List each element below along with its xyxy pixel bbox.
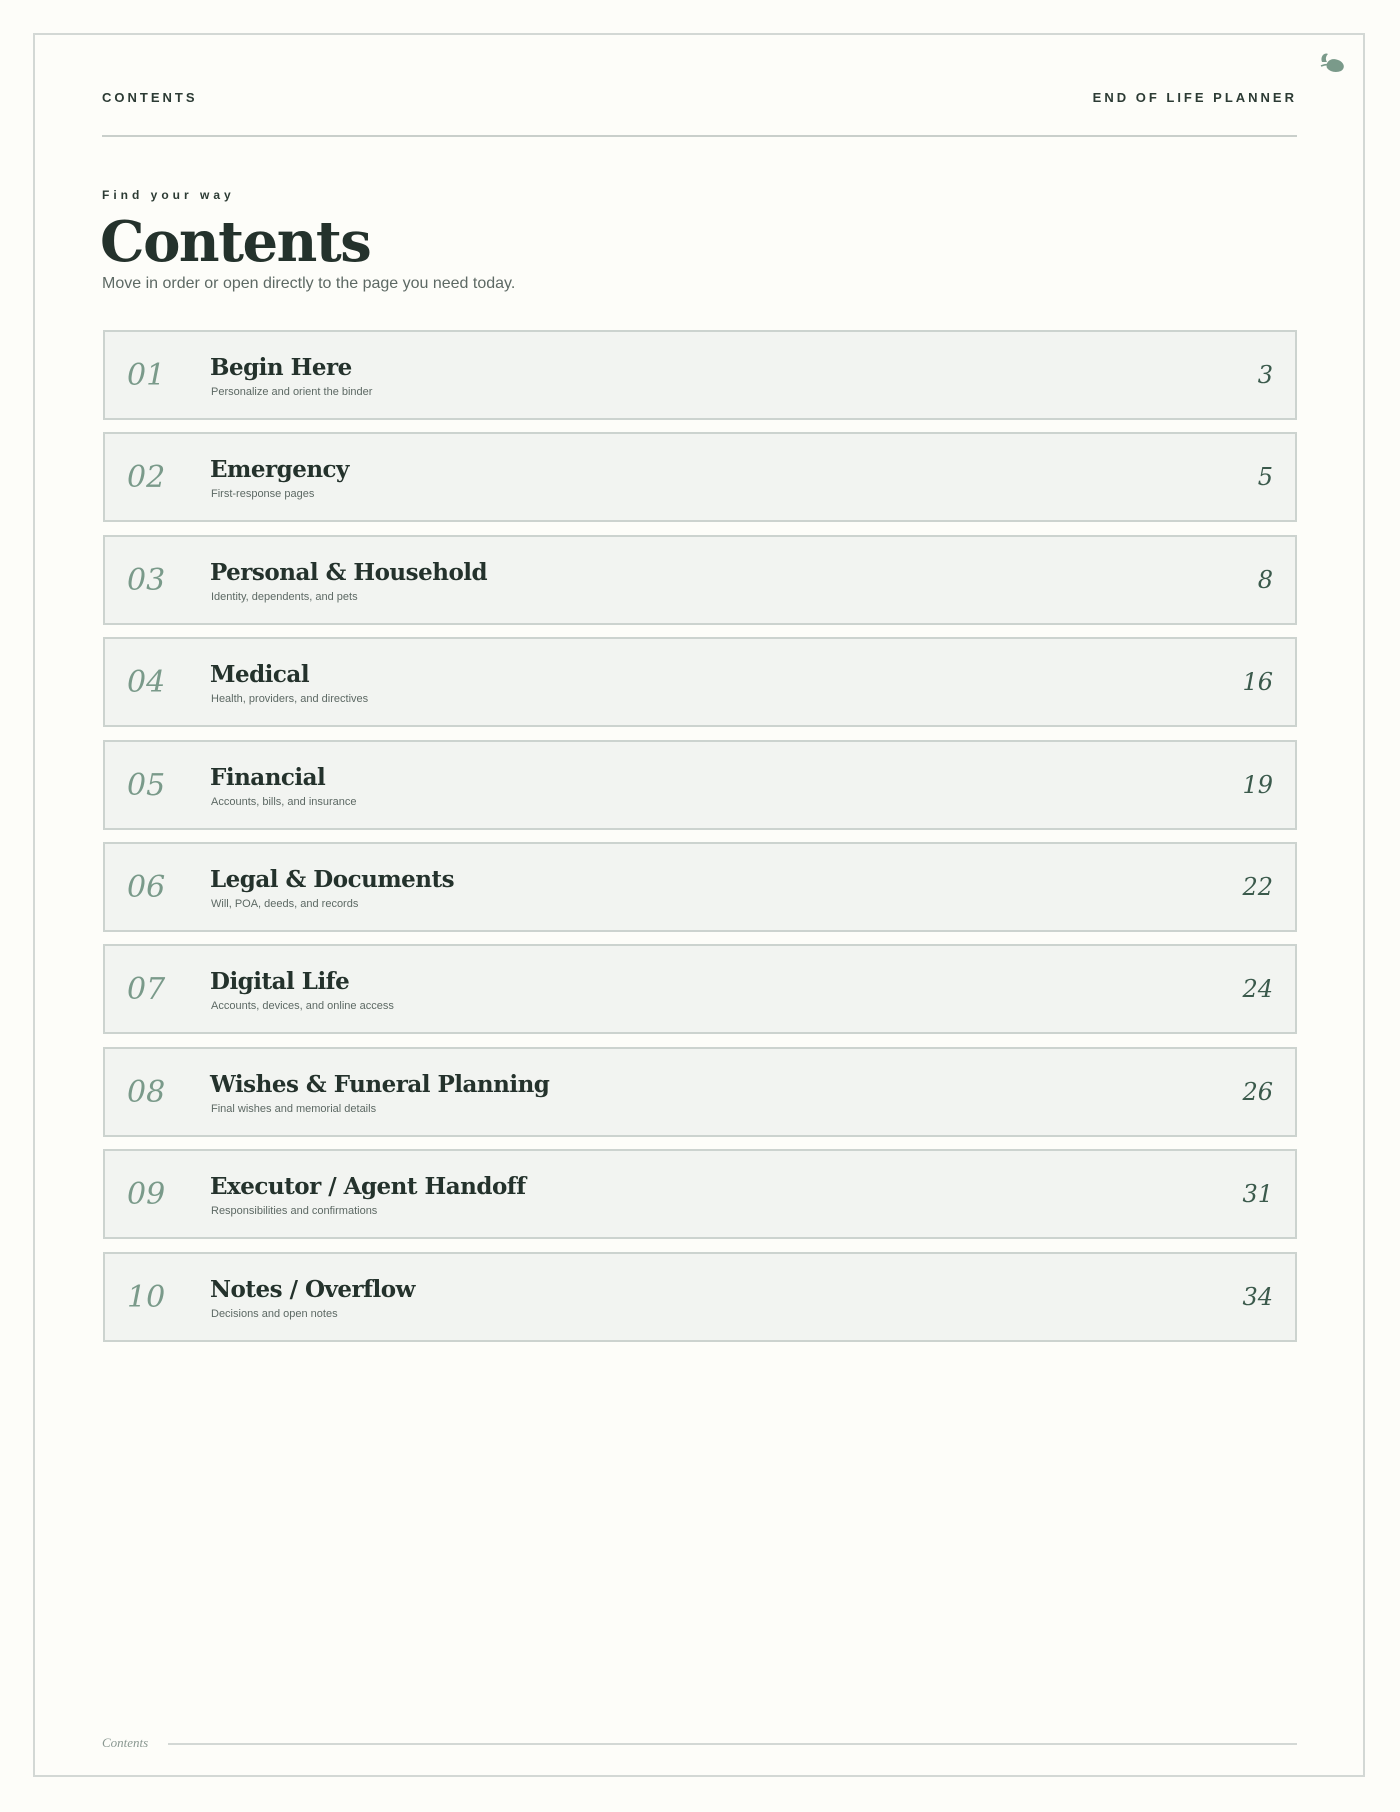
page-number: 22 (1242, 872, 1273, 901)
page-number: 19 (1242, 770, 1273, 799)
section-number: 07 (127, 972, 166, 1008)
section-number: 10 (127, 1279, 166, 1315)
section-description: Responsibilities and confirmations (211, 1205, 378, 1218)
page-number: 16 (1242, 668, 1273, 697)
section-number: 09 (127, 1177, 166, 1213)
footer-label: Contents (102, 1735, 149, 1750)
section-description: Will, POA, deeds, and records (211, 897, 359, 910)
section-number: 03 (127, 562, 166, 598)
toc-row-digital-life[interactable] (103, 944, 1297, 1034)
section-number: 02 (127, 460, 166, 496)
eyebrow-text: Find your way (102, 188, 235, 202)
leaf-flourish-icon (1318, 48, 1348, 74)
section-description: Identity, dependents, and pets (211, 590, 358, 603)
section-number: 04 (127, 665, 166, 701)
section-number: 05 (127, 767, 166, 803)
toc-row-legal-documents[interactable] (103, 842, 1297, 932)
section-number: 01 (127, 358, 166, 393)
section-description: Decisions and open notes (211, 1307, 338, 1320)
toc-row-personal-household[interactable] (103, 535, 1297, 625)
running-head-right: END OF LIFE PLANNER (1092, 90, 1297, 105)
page-number: 8 (1257, 565, 1273, 594)
toc-row-executor-handoff[interactable] (103, 1149, 1297, 1239)
section-title: Digital Life (210, 968, 350, 996)
page-number: 31 (1242, 1180, 1273, 1209)
table-of-contents (103, 330, 1297, 1354)
section-title: Emergency (210, 456, 349, 484)
section-title: Legal & Documents (210, 865, 455, 893)
page-number: 26 (1242, 1077, 1273, 1106)
page-number: 24 (1242, 975, 1273, 1004)
section-title: Begin Here (210, 354, 352, 381)
section-description: First-response pages (211, 488, 315, 501)
page-title: Contents (100, 209, 371, 275)
toc-row-begin-here[interactable] (103, 330, 1297, 420)
section-title: Executor / Agent Handoff (210, 1173, 526, 1201)
section-title: Notes / Overflow (210, 1275, 415, 1303)
section-title: Wishes & Funeral Planning (210, 1070, 550, 1098)
page-number: 5 (1257, 463, 1273, 492)
section-description: Health, providers, and directives (211, 693, 369, 706)
section-description: Accounts, devices, and online access (211, 1000, 394, 1013)
page-number: 3 (1257, 361, 1273, 389)
section-title: Medical (210, 661, 310, 689)
section-description: Personalize and orient the binder (211, 386, 373, 398)
section-title: Personal & Household (210, 558, 488, 586)
section-number: 08 (127, 1074, 166, 1110)
toc-row-medical[interactable] (103, 637, 1297, 727)
toc-row-notes-overflow[interactable] (103, 1252, 1297, 1342)
section-description: Accounts, bills, and insurance (211, 795, 357, 808)
page-number: 34 (1242, 1282, 1273, 1311)
toc-row-financial[interactable] (103, 740, 1297, 830)
footer-divider (168, 1743, 1297, 1745)
section-description: Final wishes and memorial details (211, 1102, 377, 1115)
section-title: Financial (210, 763, 326, 791)
toc-row-emergency[interactable] (103, 432, 1297, 522)
page-subtitle: Move in order or open directly to the page you need today. (102, 275, 516, 292)
running-head-left: CONTENTS (102, 90, 198, 105)
toc-row-wishes-funeral[interactable] (103, 1047, 1297, 1137)
section-number: 06 (127, 869, 166, 905)
header-divider (102, 135, 1297, 137)
